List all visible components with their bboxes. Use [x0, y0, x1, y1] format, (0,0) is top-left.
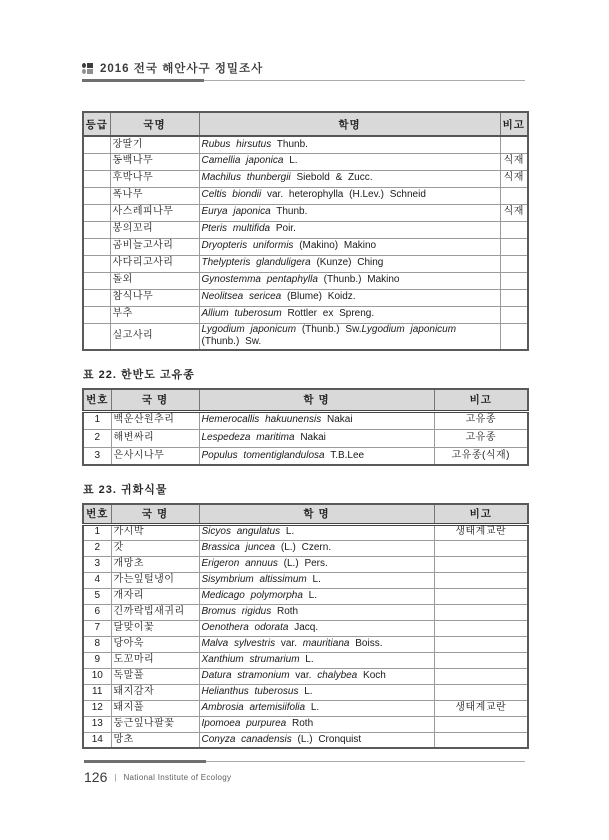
naturalized-plants-table: [82, 503, 529, 749]
korean-name-cell: 부추: [110, 306, 199, 323]
korean-name-cell: 개자리: [111, 588, 199, 604]
table-row: [83, 556, 528, 572]
korean-name-cell: 백운산원추리: [111, 411, 199, 429]
remark-cell: [500, 238, 528, 255]
scientific-name-italic: Malva sylvestris: [201, 637, 276, 649]
scientific-name-cell: [199, 238, 500, 255]
scientific-name-cell: [199, 221, 500, 238]
scientific-name-italic: Lygodium japonicum: [361, 323, 457, 335]
scientific-name-cell: [199, 732, 434, 748]
korean-name-cell: 가는잎털냉이: [111, 572, 199, 588]
scientific-name-italic: Erigeron annuus: [201, 557, 278, 569]
scientific-name-cell: [199, 187, 500, 204]
author-citation: (Kunze) Ching: [310, 257, 384, 269]
column-header: 학명: [199, 112, 500, 136]
scientific-name-cell: [199, 636, 434, 652]
remark-cell: [500, 306, 528, 323]
number-cell: 6: [83, 604, 111, 620]
author-citation: L.: [283, 155, 298, 167]
scientific-name-italic: Oenothera odorata: [201, 621, 289, 633]
remark-cell: [434, 540, 528, 556]
author-citation: (Blume) Koidz.: [281, 291, 356, 303]
table-row: [83, 136, 528, 153]
scientific-name-cell: [199, 700, 434, 716]
korean-name-cell: 가시박: [111, 524, 199, 540]
scientific-name-italic: Camellia japonica: [201, 155, 284, 167]
table-row: [83, 255, 528, 272]
table-row: [83, 238, 528, 255]
footer-rule-dark-segment: [84, 760, 206, 763]
scientific-name-cell: [199, 604, 434, 620]
scientific-name-cell: [199, 411, 434, 429]
remark-cell: 고유종: [434, 429, 528, 447]
scientific-name-italic: Rubus hirsutus: [201, 138, 272, 150]
scientific-name-cell: [199, 306, 500, 323]
column-header: 비고: [434, 504, 528, 524]
korean-name-cell: 동백나무: [110, 153, 199, 170]
table-row: [83, 668, 528, 684]
scientific-name-italic: Hemerocallis hakuunensis: [201, 414, 322, 426]
remark-cell: 고유종: [434, 411, 528, 429]
table-row: [83, 540, 528, 556]
number-cell: 5: [83, 588, 111, 604]
number-cell: 13: [83, 716, 111, 732]
author-citation: Nakai: [321, 414, 353, 426]
scientific-name-cell: [199, 668, 434, 684]
korean-name-cell: 봉의꼬리: [110, 221, 199, 238]
number-cell: [83, 187, 110, 204]
korean-name-cell: 폭나무: [110, 187, 199, 204]
scientific-name-italic: Brassica juncea: [201, 541, 276, 553]
remark-cell: 식재: [500, 170, 528, 187]
korean-name-cell: 갓: [111, 540, 199, 556]
column-header: 국 명: [111, 389, 199, 411]
footer-separator: |: [114, 773, 117, 782]
remark-cell: [434, 716, 528, 732]
author-citation: Koch: [357, 669, 386, 681]
author-citation: Rottler ex Spreng.: [281, 308, 375, 320]
scientific-name-italic: Neolitsea sericea: [201, 291, 282, 303]
author-citation: L.: [280, 526, 295, 538]
number-cell: 4: [83, 572, 111, 588]
author-citation: L.: [302, 589, 318, 601]
table-row: [83, 289, 528, 306]
scientific-name-italic: Populus tomentiglandulosa: [201, 449, 325, 461]
author-citation: var. heterophylla (H.Lev.) Schneid: [261, 189, 426, 201]
author-citation: (Thunb.) Makino: [317, 274, 400, 286]
remark-cell: 고유종(식재): [434, 447, 528, 465]
institute-name: National Institute of Ecology: [123, 773, 232, 782]
number-cell: [83, 136, 110, 153]
scientific-name-italic: Celtis biondii: [201, 189, 262, 201]
korean-name-cell: 독말풀: [111, 668, 199, 684]
scientific-name-cell: [199, 572, 434, 588]
number-cell: [83, 289, 110, 306]
scientific-name-cell: [199, 716, 434, 732]
number-cell: [83, 272, 110, 289]
korean-name-cell: 당아욱: [111, 636, 199, 652]
number-cell: [83, 323, 110, 350]
number-cell: [83, 255, 110, 272]
column-header: 비고: [434, 389, 528, 411]
author-citation: (Thunb.) Sw.: [201, 336, 262, 347]
number-cell: [83, 221, 110, 238]
table-22-caption: 표 22. 한반도 고유종: [83, 369, 195, 381]
scientific-name-italic: Pteris multifida: [201, 223, 271, 235]
author-citation: var.: [275, 637, 303, 649]
number-cell: 11: [83, 684, 111, 700]
korean-name-cell: 후박나무: [110, 170, 199, 187]
remark-cell: [500, 323, 528, 350]
table-row: [83, 620, 528, 636]
number-cell: 1: [83, 411, 111, 429]
scientific-name-cell: [199, 323, 500, 350]
number-cell: [83, 153, 110, 170]
column-header: 국 명: [111, 504, 199, 524]
scientific-name-cell: [199, 136, 500, 153]
column-header: 번호: [83, 389, 111, 411]
korean-name-cell: 긴까락빕새귀리: [111, 604, 199, 620]
remark-cell: [434, 636, 528, 652]
scientific-name-italic: Sicyos angulatus: [201, 526, 281, 538]
author-citation: L.: [298, 685, 313, 697]
scientific-name-italic: Conyza canadensis: [201, 733, 292, 745]
scientific-name-cell: [199, 588, 434, 604]
table-23-caption: 표 23. 귀화식물: [83, 484, 168, 496]
remark-cell: [434, 652, 528, 668]
scientific-name-cell: [199, 429, 434, 447]
korean-name-cell: 참식나무: [110, 289, 199, 306]
remark-cell: 생태계교란: [434, 700, 528, 716]
author-citation: Boiss.: [349, 637, 383, 649]
table-row: [83, 636, 528, 652]
scientific-name-cell: [199, 620, 434, 636]
korean-name-cell: 도꼬마리: [111, 652, 199, 668]
remark-cell: 식재: [500, 153, 528, 170]
author-citation: Thunb.: [271, 138, 308, 150]
author-citation: Siebold & Zucc.: [290, 172, 373, 184]
remark-cell: [500, 289, 528, 306]
remark-cell: [434, 588, 528, 604]
author-citation: Jacq.: [288, 621, 319, 633]
number-cell: 3: [83, 447, 111, 465]
table-row: [83, 272, 528, 289]
page-footer: [84, 769, 231, 785]
scientific-name-cell: [199, 684, 434, 700]
remark-cell: [434, 556, 528, 572]
remark-cell: [434, 604, 528, 620]
remark-cell: [434, 620, 528, 636]
number-cell: [83, 306, 110, 323]
korean-name-cell: 돼지풀: [111, 700, 199, 716]
remark-cell: [434, 684, 528, 700]
scientific-name-italic: Ipomoea purpurea: [201, 717, 287, 729]
korean-name-cell: 곰비늘고사리: [110, 238, 199, 255]
table-row: [83, 429, 528, 447]
table-row: [83, 411, 528, 429]
author-citation: Poir.: [270, 223, 296, 235]
column-header: 학 명: [199, 504, 434, 524]
table-header-row: [83, 112, 528, 136]
scientific-name-cell: [199, 447, 434, 465]
dots-grid-icon: [82, 63, 93, 74]
author-citation: Roth: [271, 605, 299, 617]
scientific-name-italic: Lygodium japonicum: [201, 323, 297, 335]
scientific-name-italic: mauritiana: [302, 637, 350, 649]
table-row: [83, 306, 528, 323]
table-row: [83, 447, 528, 465]
number-cell: 3: [83, 556, 111, 572]
korean-name-cell: 돌외: [110, 272, 199, 289]
korean-name-cell: 사스레피나무: [110, 204, 199, 221]
author-citation: L.: [306, 573, 321, 585]
number-cell: [83, 238, 110, 255]
scientific-name-cell: [199, 652, 434, 668]
remark-cell: [500, 187, 528, 204]
author-citation: (L.) Czern.: [275, 541, 332, 553]
table-header-row: [83, 504, 528, 524]
column-header: 등급: [83, 112, 110, 136]
korean-name-cell: 개망초: [111, 556, 199, 572]
table-row: [83, 700, 528, 716]
korean-name-cell: 은사시나무: [111, 447, 199, 465]
author-citation: var.: [289, 669, 318, 681]
scientific-name-italic: Eurya japonica: [201, 206, 271, 218]
scientific-name-italic: Bromus rigidus: [201, 605, 272, 617]
number-cell: 7: [83, 620, 111, 636]
scientific-name-italic: Sisymbrium altissimum: [201, 573, 307, 585]
number-cell: 1: [83, 524, 111, 540]
column-header: 국명: [110, 112, 199, 136]
author-citation: Thunb.: [270, 206, 308, 218]
remark-cell: [500, 221, 528, 238]
header-rule-dark-segment: [82, 79, 204, 82]
remark-cell: [434, 572, 528, 588]
number-cell: 14: [83, 732, 111, 748]
scientific-name-cell: [199, 255, 500, 272]
number-cell: 10: [83, 668, 111, 684]
table-row: [83, 684, 528, 700]
scientific-name-cell: [199, 170, 500, 187]
author-citation: Nakai: [294, 431, 326, 443]
footer-rule-light-segment: [206, 761, 525, 762]
table-row: [83, 170, 528, 187]
scientific-name-italic: Medicago polymorpha: [201, 589, 303, 601]
column-header: 번호: [83, 504, 111, 524]
number-cell: 2: [83, 540, 111, 556]
number-cell: [83, 204, 110, 221]
remark-cell: [500, 255, 528, 272]
table-row: [83, 716, 528, 732]
header-rule-light-segment: [204, 80, 525, 81]
scientific-name-italic: Gynostemma pentaphylla: [201, 274, 318, 286]
table-row: [83, 732, 528, 748]
table-row: [83, 221, 528, 238]
scientific-name-italic: Thelypteris glanduligera: [201, 257, 311, 269]
scientific-name-italic: Xanthium strumarium: [201, 653, 300, 665]
scientific-name-cell: [199, 556, 434, 572]
table-row: [83, 153, 528, 170]
author-citation: Roth: [286, 717, 314, 729]
korean-name-cell: 달맞이꽃: [111, 620, 199, 636]
table-row: [83, 524, 528, 540]
header-rule: [82, 79, 525, 82]
author-citation: (Makino) Makino: [293, 240, 377, 252]
scientific-name-cell: [199, 524, 434, 540]
scientific-name-cell: [199, 540, 434, 556]
table-row: [83, 204, 528, 221]
endemic-species-table: [82, 388, 529, 466]
author-citation: (Thunb.) Sw.: [296, 323, 362, 335]
scientific-name-italic: Dryopteris uniformis: [201, 240, 294, 252]
running-header: [82, 60, 263, 76]
author-citation: L.: [299, 653, 314, 665]
korean-name-cell: 둥근잎나팔꽃: [111, 716, 199, 732]
remark-cell: [500, 272, 528, 289]
scientific-name-italic: Helianthus tuberosus: [201, 685, 299, 697]
scientific-name-cell: [199, 272, 500, 289]
table-row: [83, 588, 528, 604]
number-cell: 8: [83, 636, 111, 652]
korean-name-cell: 실고사리: [110, 323, 199, 350]
table-row: [83, 187, 528, 204]
table-row: [83, 604, 528, 620]
scientific-name-italic: Ambrosia artemisiifolia: [201, 701, 306, 713]
korean-name-cell: 해변싸리: [111, 429, 199, 447]
author-citation: (L.) Cronquist: [291, 733, 362, 745]
scientific-name-italic: Lespedeza maritima: [201, 431, 295, 443]
table-row: [83, 323, 528, 350]
korean-name-cell: 돼지감자: [111, 684, 199, 700]
korean-name-cell: 망초: [111, 732, 199, 748]
number-cell: 2: [83, 429, 111, 447]
scientific-name-italic: chalybea: [317, 669, 358, 681]
korean-name-cell: 사다리고사리: [110, 255, 199, 272]
scientific-name-cell: [199, 289, 500, 306]
remark-cell: [434, 732, 528, 748]
author-citation: (L.) Pers.: [277, 557, 328, 569]
remark-cell: [500, 136, 528, 153]
korean-name-cell: 장딸기: [110, 136, 199, 153]
remark-cell: 생태계교란: [434, 524, 528, 540]
number-cell: [83, 170, 110, 187]
scientific-name-italic: Datura stramonium: [201, 669, 290, 681]
table-row: [83, 652, 528, 668]
page-number: 126: [84, 769, 108, 785]
scientific-name-italic: Machilus thunbergii: [201, 172, 291, 184]
author-citation: T.B.Lee: [324, 449, 365, 461]
number-cell: 12: [83, 700, 111, 716]
table-row: [83, 572, 528, 588]
column-header: 비고: [500, 112, 528, 136]
report-title: 2016 전국 해안사구 정밀조사: [100, 63, 264, 75]
scientific-name-italic: Allium tuberosum: [201, 308, 282, 320]
scientific-name-cell: [199, 204, 500, 221]
number-cell: 9: [83, 652, 111, 668]
footer-rule: [84, 760, 525, 763]
species-table-continued: [82, 111, 529, 351]
table-header-row: [83, 389, 528, 411]
remark-cell: 식재: [500, 204, 528, 221]
remark-cell: [434, 668, 528, 684]
author-citation: L.: [305, 701, 320, 713]
column-header: 학 명: [199, 389, 434, 411]
scientific-name-cell: [199, 153, 500, 170]
